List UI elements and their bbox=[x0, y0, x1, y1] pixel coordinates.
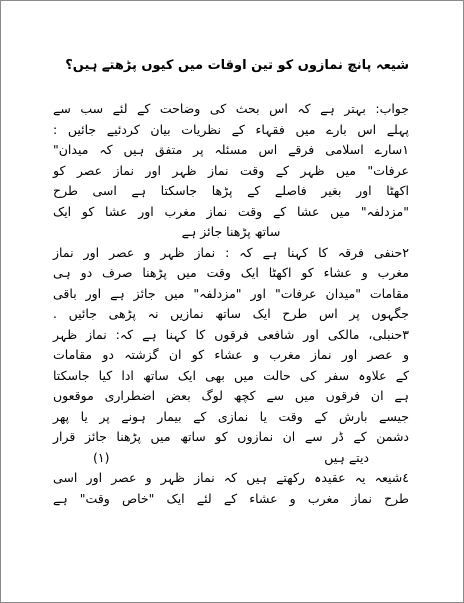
text-line: مغرب و عشاء کو اکھٹا ایک وقت میں پڑھنا صرف دو ہی bbox=[53, 265, 409, 280]
text-line: ٣حنبلی، مالکی اور شافعی فرقوں کا کہنا ہے کہ: نماز ظہر bbox=[53, 326, 409, 342]
text-line: طرح نماز مغرب و عشاء کے لئے ایک "خاص وقت" ہے bbox=[53, 490, 409, 506]
text-line: پہلے اس بارے میں فقہاء کے نظریات بیان کردئیے جائیں : bbox=[53, 121, 409, 137]
text-line: ساتھ پڑھنا جائز ہے bbox=[181, 224, 281, 239]
text-line: عرفات" میں ظہر کے وقت نماز ظہر اور نماز عصر کو bbox=[53, 162, 409, 178]
text-line: ہے ان فرقوں میں سے کچھ لوگ بعض اضطراری موقعوں bbox=[53, 388, 409, 403]
text-line: و عصر اور نماز مغرب و عشاء کو ان گزشتہ دو مقامات bbox=[53, 347, 409, 362]
footnote-marker: (١) bbox=[93, 449, 110, 465]
document-body bbox=[53, 55, 409, 509]
paragraph-main bbox=[53, 99, 409, 448]
text-line: ٤شیعہ یہ عقیدہ رکھتے ہیں کہ نماز ظہر و عصر اور اسی bbox=[53, 470, 409, 485]
text-line: ٢حنفی فرقہ کا کہنا ہے کہ : نماز ظہر و عصر اور نماز bbox=[53, 244, 409, 260]
text-line: اکھٹا اور بغیر فاصلے کے پڑھا جاسکتا ہے اسی طرح bbox=[53, 183, 409, 198]
text-line: جواب: بہتر ہے کہ اس بحث کی وضاحت کے لئے سب سے bbox=[53, 101, 409, 116]
paragraph-shia bbox=[53, 468, 409, 509]
text-line: مقامات "میدان عرفات" اور "مزدلفہ" میں جائز ہے اور باقی bbox=[53, 285, 409, 301]
text-line: جگہوں پر اس طرح ایک ساتھ نمازیں نہ پڑھی جائیں . bbox=[53, 306, 409, 321]
document-title: شیعہ پانچ نمازوں کو تین اوقات میں کیوں پڑھتے ہیں؟ bbox=[65, 58, 409, 73]
text-line: کے علاوہ سفر کی حالت میں بھی ایک ساتھ ادا کیا جاسکتا bbox=[53, 367, 409, 383]
text-line: جیسے بارش کے وقت یا نمازی کے بیمار ہونے پر یا پھر bbox=[53, 408, 409, 424]
text-line: دیتے ہیں bbox=[324, 449, 369, 465]
text-line: دشمن کے ڈر سے ان نمازوں کو ساتھ میں پڑھنا جائز قرار bbox=[53, 429, 409, 444]
footnote-line bbox=[53, 448, 409, 469]
text-line: ١سارے اسلامی فرقے اس مسئلہ پر متفق ہیں کہ میدان" bbox=[53, 142, 409, 157]
text-line: "مزدلفہ" میں عشا کے وقت نماز مغرب اور عشا کو ایک bbox=[53, 203, 409, 219]
